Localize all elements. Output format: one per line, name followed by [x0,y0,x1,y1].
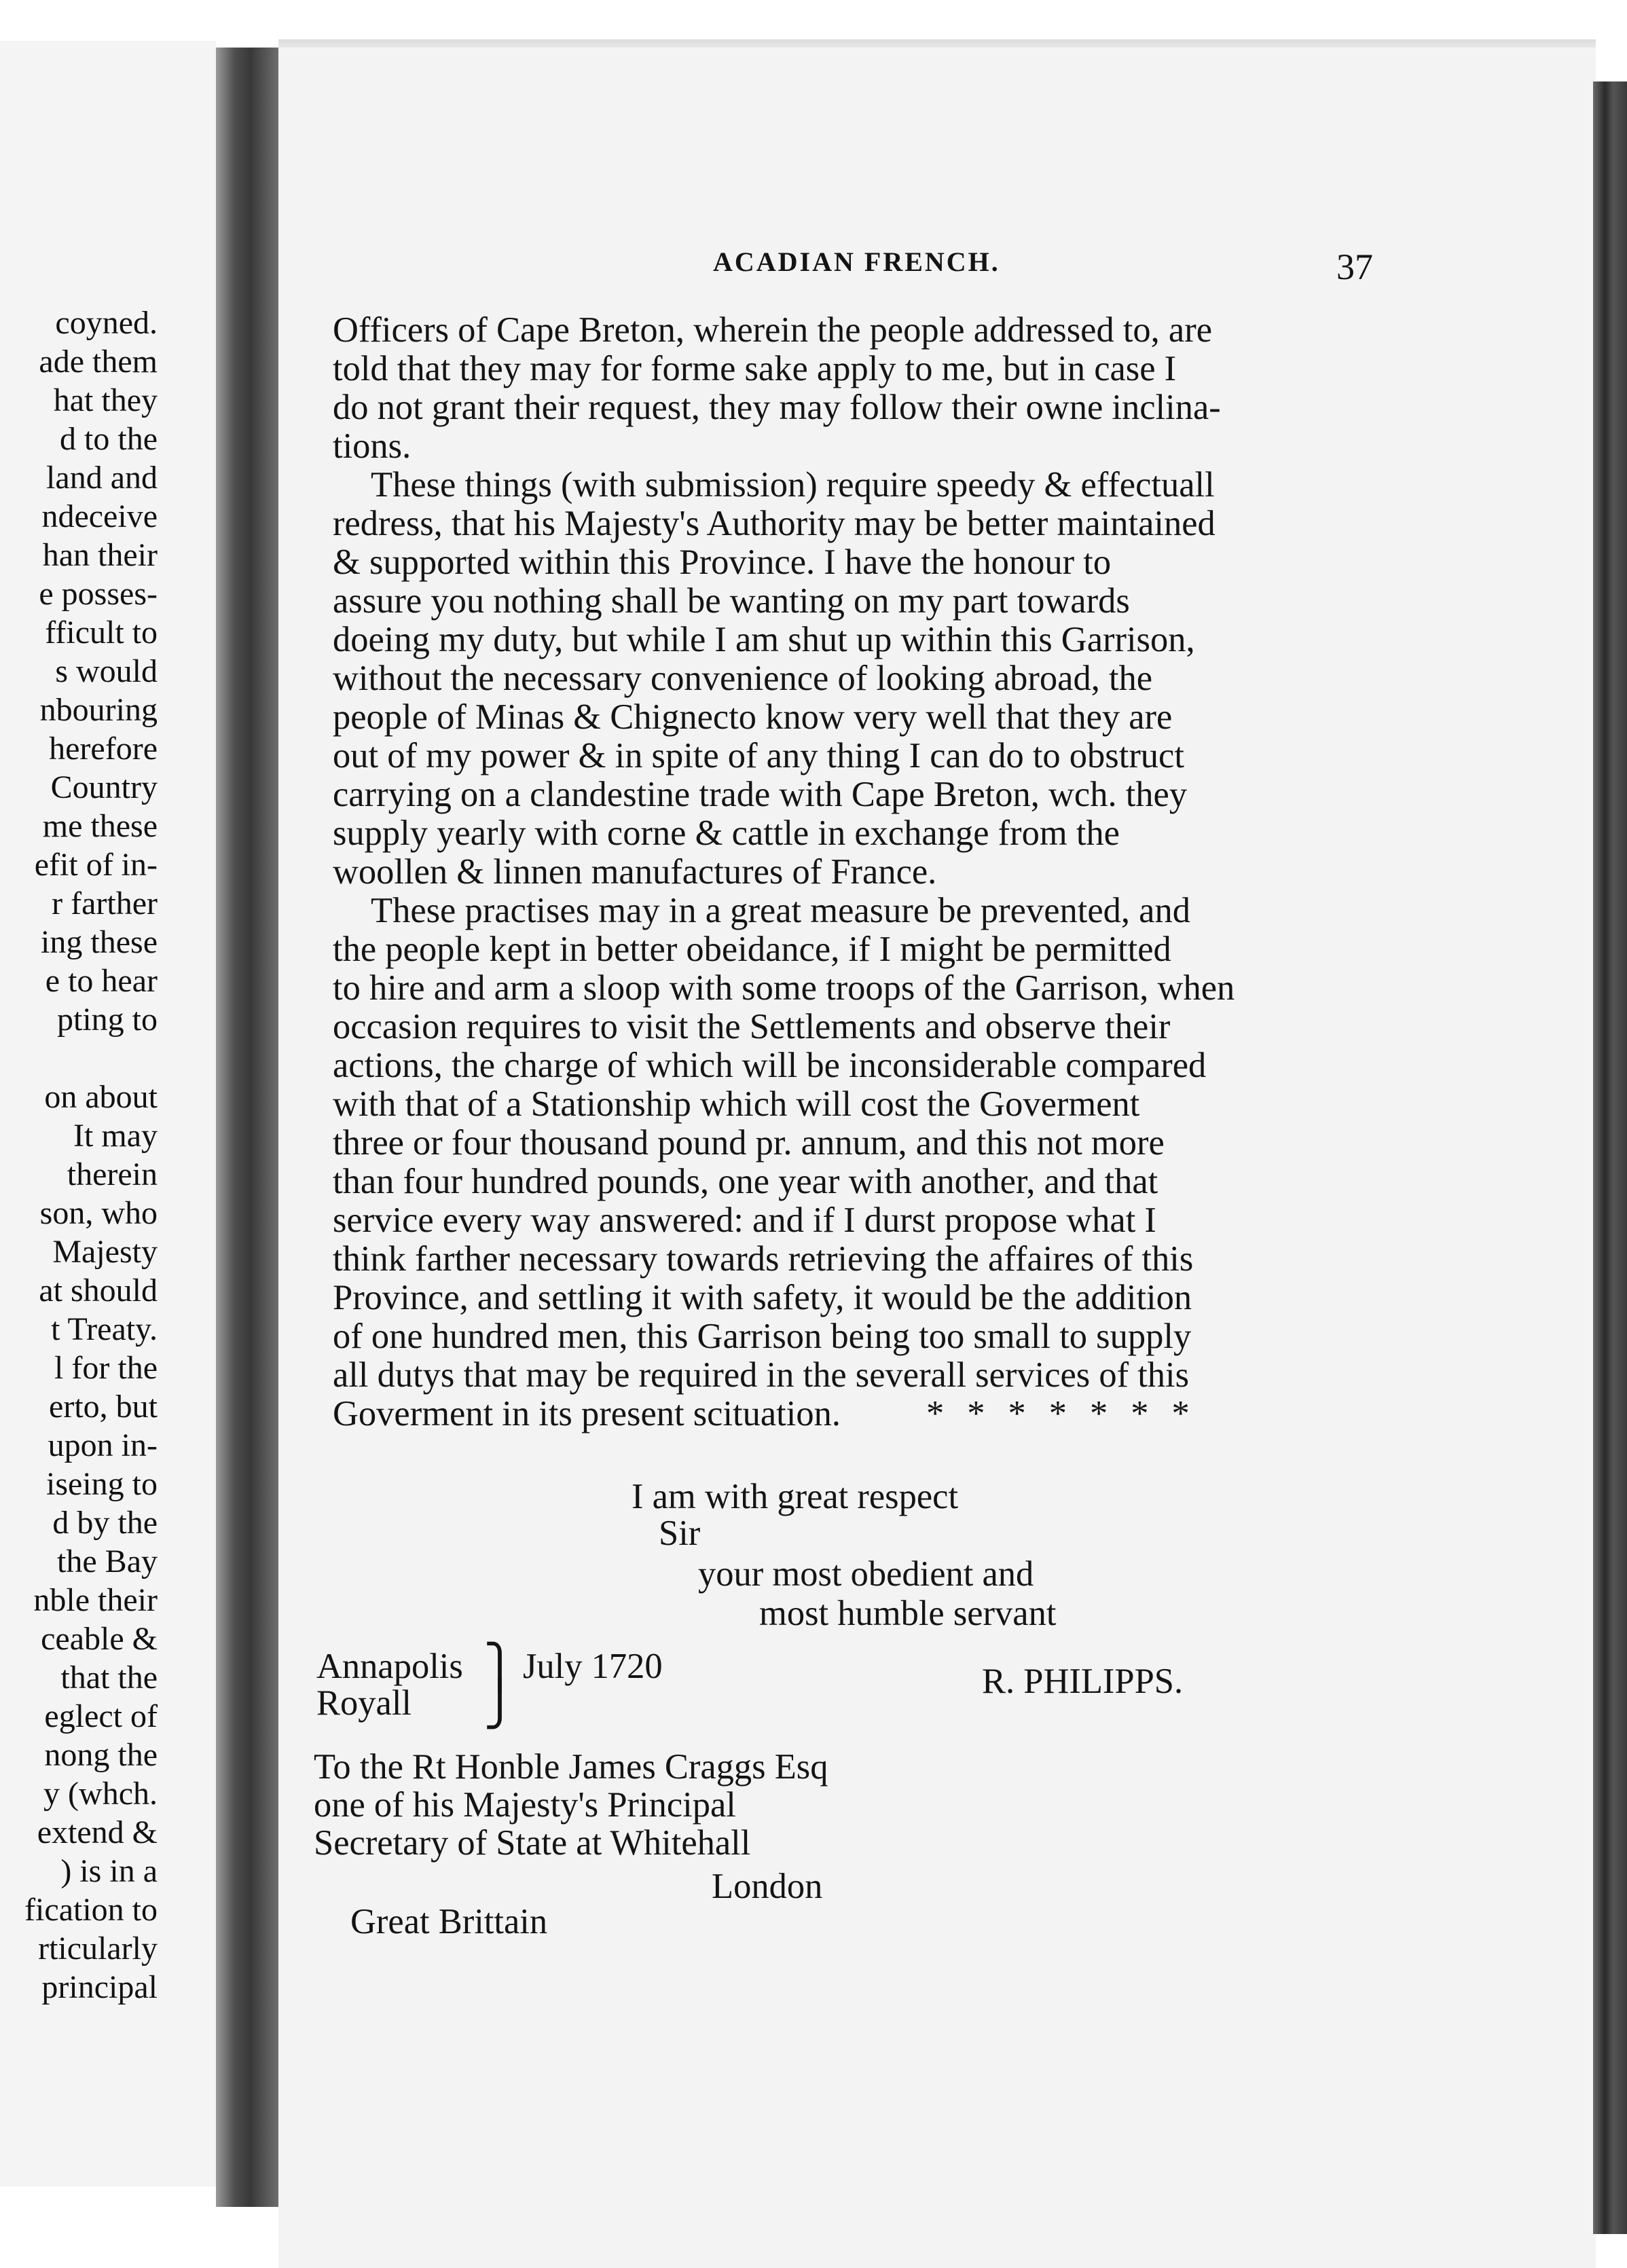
body-line: doeing my duty, but while I am shut up within this Garrison, [333,620,1195,659]
left-page-line: ade them [39,344,158,380]
body-line: assure you nothing shall be wanting on my part towards [333,581,1130,621]
left-page-line: ndeceive [41,498,158,534]
left-page-line: rticularly [38,1931,158,1967]
left-page-line: that the [60,1660,158,1696]
left-page-line: Majesty [52,1234,158,1270]
left-page-line: y (whch. [43,1776,158,1812]
left-page-line: the Bay [57,1543,158,1579]
left-page-line: extend & [37,1814,158,1850]
body-line: supply yearly with corne & cattle in exchange from the [333,813,1120,853]
address-line: one of his Majesty's Principal [314,1785,736,1825]
closing-line: I am with great respect [632,1477,959,1516]
ellipsis-stars [903,1396,1190,1432]
body-line: Officers of Cape Breton, wherein the people addressed to, are [333,310,1212,350]
left-page-line: nble their [33,1582,158,1618]
left-page-line: fficult to [45,615,158,651]
body-line: Province, and settling it with safety, it would be the addition [333,1278,1192,1317]
left-page-line: son, who [39,1195,158,1231]
star: * [967,1394,985,1433]
body-line: do not grant their request, they may follow their owne inclina- [333,388,1221,427]
left-page-line: d by the [52,1505,158,1541]
place-line: Annapolis [316,1647,463,1686]
book-edge [1593,81,1627,2234]
left-page-line: therein [67,1156,158,1192]
body-line: three or four thousand pound pr. annum, and this not more [333,1123,1165,1163]
left-page-line: hat they [53,382,158,418]
brace-bottom: ⎭ [483,1680,516,1728]
left-page-line: d to the [60,421,158,457]
body-line: the people kept in better obeidance, if I might be permitted [333,930,1171,969]
place-line: Royall [316,1683,412,1723]
left-page-line: pting to [56,1002,158,1038]
body-line: think farther necessary towards retrieving the affaires of this [333,1239,1194,1279]
address-line: Secretary of State at Whitehall [314,1823,751,1863]
body-line: than four hundred pounds, one year with another, and that [333,1162,1158,1201]
date: July 1720 [523,1647,663,1686]
body-line: redress, that his Majesty's Authority may be better maintained [333,504,1215,543]
body-line: to hire and arm a sloop with some troops of the Garrison, when [333,968,1235,1008]
body-line: all dutys that may be required in the severall services of this [333,1355,1190,1395]
left-page-line: at should [39,1273,158,1309]
body-line: occasion requires to visit the Settlements and observe their [333,1007,1171,1046]
star: * [1048,1394,1067,1433]
body-line: told that they may for forme sake apply to me, but in case I [333,349,1177,388]
body-line: These things (with submission) require speedy & effectuall [371,465,1215,505]
address-line: To the Rt Honble James Craggs Esq [314,1747,828,1787]
left-page-line: e to hear [45,963,158,999]
left-page-line: s would [55,653,158,689]
left-page-line: eglect of [44,1698,158,1734]
brace-top: ⎫ [483,1643,516,1691]
star: * [1131,1394,1149,1433]
body-line: These practises may in a great measure be prevented, and [371,891,1190,930]
body-line: out of my power & in spite of any thing I can do to obstruct [333,736,1184,775]
address-line: London [712,1867,823,1906]
body-line: with that of a Stationship which will cost the Goverment [333,1084,1140,1124]
body-line: without the necessary convenience of looking abroad, the [333,659,1153,698]
left-page-line: han their [42,537,158,573]
body-line: actions, the charge of which will be inconsiderable compared [333,1046,1207,1085]
left-page-line: me these [42,808,158,844]
address-line: Great Brittain [350,1902,548,1941]
left-page-line: on about [44,1079,158,1115]
left-page-line: e posses- [39,576,158,612]
body-line: tions. [333,426,412,466]
running-head: ACADIAN FRENCH. [713,246,1000,277]
left-page-line: upon in- [48,1427,158,1463]
body-line: Goverment in its present scituation. [333,1394,841,1433]
left-page-line: efit of in- [34,847,158,883]
star: * [1008,1394,1026,1433]
body-line: carrying on a clandestine trade with Cape Breton, wch. they [333,775,1188,814]
body-line: of one hundred men, this Garrison being too small to supply [333,1317,1192,1356]
signature: R. PHILIPPS. [982,1662,1184,1701]
left-page-line: It may [73,1118,158,1154]
left-page-line: herefore [49,731,158,767]
body-line: people of Minas & Chignecto know very well that they are [333,697,1173,737]
book-gutter [216,48,278,2207]
star: * [1171,1394,1190,1433]
closing-line: your most obedient and [698,1554,1034,1594]
left-page-line: erto, but [49,1389,158,1425]
body-line: woollen & linnen manufactures of France. [333,852,937,892]
left-page-line: r farther [52,885,158,921]
body-line: & supported within this Province. I have the honour to [333,543,1112,582]
left-page-line: nong the [44,1737,158,1773]
body-line: service every way answered: and if I durst propose what I [333,1201,1156,1240]
left-page-line: principal [41,1969,158,2005]
left-page-line: ) is in a [60,1853,158,1889]
left-page-line: fication to [24,1892,158,1928]
page-number: 37 [1336,246,1373,287]
left-page-line: ing these [41,924,158,960]
left-page-line: l for the [54,1350,158,1386]
left-page-line: coyned. [55,305,158,341]
closing-line: most humble servant [759,1594,1057,1633]
left-page-line: Country [50,769,158,805]
star: * [926,1394,945,1433]
left-page-fragment [0,41,216,2187]
star: * [1090,1394,1108,1433]
left-page-line: nbouring [39,692,158,728]
closing-salutation: Sir [659,1514,701,1553]
left-page-line: ceable & [41,1621,158,1657]
left-page-line: t Treaty. [51,1311,158,1347]
left-page-line: iseing to [46,1466,158,1502]
left-page-line: land and [46,460,158,496]
